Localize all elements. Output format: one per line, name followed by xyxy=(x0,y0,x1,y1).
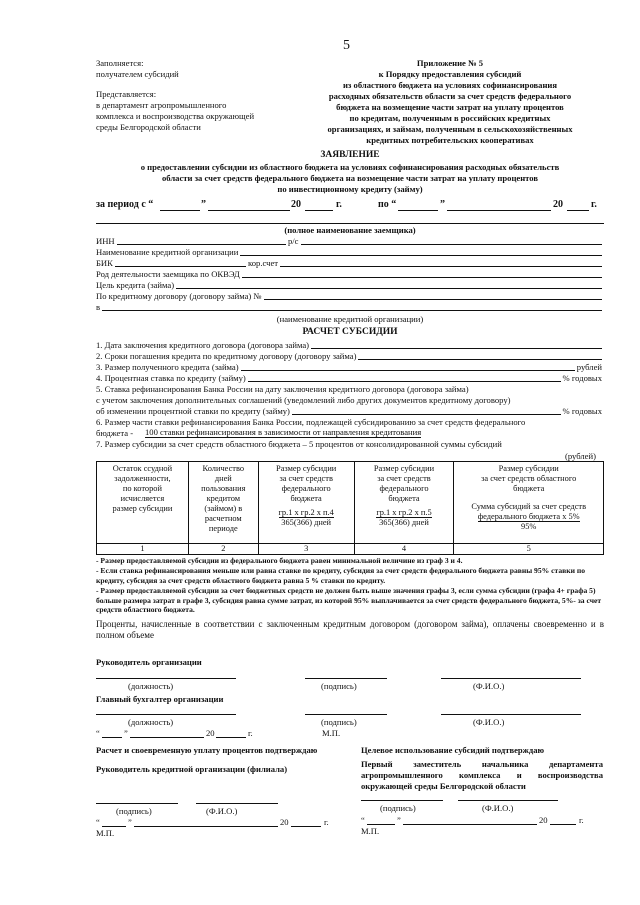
period-from-month-blank[interactable] xyxy=(208,210,290,211)
date-month-blank[interactable] xyxy=(130,737,204,738)
bik-row xyxy=(96,258,602,268)
calc-item-1[interactable] xyxy=(96,340,602,350)
table-unit: (рублей) xyxy=(565,451,596,461)
document-title: ЗАЯВЛЕНИЕ xyxy=(320,150,380,160)
fio-blank[interactable] xyxy=(441,714,581,715)
deputy-label: Первый заместитель начальника департамента агропромышленного комплекса и воспроизводства окружающей среды Белгородской области xyxy=(361,759,603,791)
bank-name-row[interactable] xyxy=(96,247,602,257)
date-open-quote: “ xyxy=(96,817,100,827)
period-to-label: по “ xyxy=(378,199,397,210)
col-number: 4 xyxy=(354,544,454,555)
appendix-line: бюджета на возмещение части затрат на уплату процентов xyxy=(336,102,564,112)
subtitle-line: о предоставлении субсидии из областного бюджета на условиях софинансирования расходных обязательств xyxy=(140,162,560,172)
purpose-row[interactable] xyxy=(96,280,602,290)
header-col-4: Размер субсидии за счет средств федерального бюджета гр.1 х гр.2 х п.5 365(366) дней xyxy=(354,462,454,544)
signature-caption: (подпись) xyxy=(380,803,416,813)
ks-label: кор.счет xyxy=(248,258,279,268)
period-from-year-blank[interactable] xyxy=(305,210,333,211)
appendix-line: из областного бюджета на условиях софинансирования xyxy=(342,80,558,90)
calc-item-label: об изменении процентной ставки по кредиту (займу) xyxy=(96,406,290,416)
inn-rs-row xyxy=(96,236,602,246)
fio-blank[interactable] xyxy=(441,678,581,679)
in-label: в xyxy=(96,302,101,312)
submitted-to-line: комплекса и воспроизводства окружающей xyxy=(96,111,255,121)
position-caption: (должность) xyxy=(128,681,174,691)
date-month-blank[interactable] xyxy=(134,826,278,827)
position-blank[interactable] xyxy=(96,678,236,679)
col-number: 5 xyxy=(454,544,604,555)
appendix-line: кредитных потребительских кооперативах xyxy=(366,135,534,145)
calc-item-label: 4. Процентная ставка по кредиту (займу) xyxy=(96,373,246,383)
year-suffix: г. xyxy=(324,817,329,827)
appendix-line: по кредитам, полученным в российских кредитных xyxy=(349,113,551,123)
calc-item-label: 3. Размер полученного кредита (займа) xyxy=(96,362,239,372)
subtitle-line: по инвестиционному кредиту (займу) xyxy=(277,184,423,194)
period-to-year-blank[interactable] xyxy=(567,210,589,211)
submitted-to-line: в департамент агропромышленного xyxy=(96,100,227,110)
period-from-day-blank[interactable] xyxy=(160,210,200,211)
contract-label: По кредитному договору (договору займа) № xyxy=(96,291,262,301)
note-3: - Размер предоставляемой субсидии за счет бюджетных средств не должен быть выше значения графы 3, если сумма субсидии (графа 4+ графа 5) больше размера затрат в графе 3, субсидия равна сумме затрат, из которой 95% выплачивается за счет средств федерального бюджета, 5%- за счет средств областного бюджета. xyxy=(96,586,602,614)
submitted-to-line: среды Белгородской области xyxy=(96,122,201,132)
calc-item-3[interactable] xyxy=(96,362,602,372)
head-org-label: Руководитель организации xyxy=(96,657,202,667)
calc-item-2[interactable] xyxy=(96,351,602,361)
credit-org-caption: (наименование кредитной организации) xyxy=(276,314,424,324)
confirm-purpose-label: Целевое использование субсидий подтверждаю xyxy=(361,745,545,755)
unit-pct-year: % годовых xyxy=(562,373,602,383)
date-day-blank[interactable] xyxy=(102,737,122,738)
calc-item-label: 1. Дата заключения кредитного договора (договора займа) xyxy=(96,340,310,350)
col-number: 1 xyxy=(97,544,189,555)
signature-caption: (подпись) xyxy=(321,717,357,727)
calc-item-label: 2. Сроки погашения кредита по кредитному договору (договору займа) xyxy=(96,351,357,361)
calc-title: РАСЧЕТ СУБСИДИИ xyxy=(302,327,398,337)
calc-item-6-budget: бюджета - xyxy=(96,428,134,438)
activity-label: Род деятельности заемщика по ОКВЭД xyxy=(96,269,240,279)
year-suffix: г. xyxy=(579,815,584,825)
period-to-day-blank[interactable] xyxy=(398,210,438,211)
stamp-place: М.П. xyxy=(322,728,341,738)
header-col-1: Остаток ссудной задолженности, по которой исчисляется размер субсидии xyxy=(97,462,189,544)
unit-pct-year: % годовых xyxy=(562,406,602,416)
credit-org-row[interactable] xyxy=(96,302,602,312)
stamp-place: М.П. xyxy=(96,828,115,838)
credit-org-head-label: Руководитель кредитной организации (филиала) xyxy=(96,764,288,774)
calc-item-6-rate: 100 ставки рефинансирования в зависимости от направления кредитования xyxy=(145,427,422,437)
activity-row[interactable] xyxy=(96,269,602,279)
year-suffix: г. xyxy=(591,199,597,210)
subsidy-table xyxy=(96,461,604,555)
date-month-blank[interactable] xyxy=(403,824,537,825)
calc-item-6: 6. Размер части ставки рефинансирования Банка России, подлежащей субсидированию за счет средств федерального xyxy=(96,417,526,427)
date-close-quote: ” xyxy=(397,815,401,825)
submitted-label: Представляется: xyxy=(96,89,157,99)
col-number: 3 xyxy=(258,544,354,555)
header-col-2: Количество дней пользования кредитом (займом) в расчетном периоде xyxy=(188,462,258,544)
year-prefix: 20 xyxy=(291,199,301,210)
contract-row[interactable] xyxy=(96,291,602,301)
confirm-payment-label: Расчет и своевременную уплату процентов подтверждаю xyxy=(96,745,318,755)
signature-blank[interactable] xyxy=(305,678,387,679)
signature-blank[interactable] xyxy=(305,714,387,715)
page-number: 5 xyxy=(343,38,350,53)
fio-caption: (Ф.И.О.) xyxy=(482,803,514,813)
filled-by: получателем субсидий xyxy=(96,69,179,79)
col-number: 2 xyxy=(188,544,258,555)
purpose-label: Цель кредита (займа) xyxy=(96,280,175,290)
appendix-line: к Порядку предоставления субсидий xyxy=(378,69,522,79)
appendix-line: расходных обязательств области за счет средств федерального xyxy=(328,91,572,101)
date-day-blank[interactable] xyxy=(367,824,395,825)
position-caption: (должность) xyxy=(128,717,174,727)
subtitle-line: области за счет средств федерального бюджета на возмещение части затрат на уплату процентов xyxy=(161,173,539,183)
calc-item-7: 7. Размер субсидии за счет средств областного бюджета – 5 процентов от консолидированной суммы субсидий xyxy=(96,439,502,449)
right-signature-blank[interactable] xyxy=(361,800,443,801)
date-close-quote: ” xyxy=(124,728,128,738)
date-open-quote: “ xyxy=(361,815,365,825)
left-fio-blank[interactable] xyxy=(196,803,278,804)
borrower-caption: (полное наименование заемщика) xyxy=(284,225,416,235)
rs-label: р/с xyxy=(288,236,299,246)
year-suffix: г. xyxy=(336,199,342,210)
appendix-title: Приложение № 5 xyxy=(416,58,484,68)
interest-paid-statement: Проценты, начисленные в соответствии с заключенным кредитным договором (договором займа), оплачены своевременно и в полном объеме xyxy=(96,619,604,640)
inn-label: ИНН xyxy=(96,236,115,246)
header-col-3: Размер субсидии за счет средств федерального бюджета гр.1 х гр.2 х п.4 365(366) дней xyxy=(258,462,354,544)
fio-caption: (Ф.И.О.) xyxy=(206,806,238,816)
bank-name-label: Наименование кредитной организации xyxy=(96,247,239,257)
date-open-quote: “ xyxy=(96,728,100,738)
calc-item-4[interactable] xyxy=(96,373,602,383)
bik-label: БИК xyxy=(96,258,113,268)
signature-caption: (подпись) xyxy=(321,681,357,691)
chief-accountant-label: Главный бухгалтер организации xyxy=(96,694,224,704)
appendix-line: организациях, и займам, полученным в сельскохозяйственных xyxy=(327,124,573,134)
date-day-blank[interactable] xyxy=(102,826,126,827)
year-suffix: г. xyxy=(248,728,253,738)
calc-item-5-rate[interactable] xyxy=(96,406,602,416)
note-1: - Размер предоставляемой субсидии из федерального бюджета равен минимальной величине из граф 3 и 4. xyxy=(96,556,463,565)
left-signature-blank[interactable] xyxy=(96,803,178,804)
position-blank[interactable] xyxy=(96,714,236,715)
filled-by-label: Заполняется: xyxy=(96,58,144,68)
fio-caption: (Ф.И.О.) xyxy=(473,717,505,727)
quote: ” xyxy=(201,199,206,210)
borrower-name-blank[interactable] xyxy=(96,223,604,224)
date-close-quote: ” xyxy=(128,817,132,827)
date-year-blank[interactable] xyxy=(216,737,246,738)
fio-caption: (Ф.И.О.) xyxy=(473,681,505,691)
quote: ” xyxy=(440,199,445,210)
date-year-blank[interactable] xyxy=(550,824,576,825)
year-prefix: 20 xyxy=(539,815,548,825)
date-year-blank[interactable] xyxy=(291,826,321,827)
stamp-place: М.П. xyxy=(361,826,380,836)
year-prefix: 20 xyxy=(280,817,289,827)
unit-rub: рублей xyxy=(576,362,602,372)
year-prefix: 20 xyxy=(206,728,215,738)
signature-caption: (подпись) xyxy=(116,806,152,816)
year-prefix: 20 xyxy=(553,199,563,210)
note-2: - Если ставка рефинансирования меньше или равна ставке по кредиту, субсидия за счет средств федерального бюджета равны 95% ставки по кредиту, субсидия за счет средств областного бюджета равна 5 % ставки по кредиту. xyxy=(96,566,586,585)
right-fio-blank[interactable] xyxy=(458,800,558,801)
period-to-month-blank[interactable] xyxy=(447,210,551,211)
period-from-label: за период с “ xyxy=(96,199,154,210)
calc-item-5-cont: с учетом заключения дополнительных соглашений (уведомлений либо других документов кредитному договору) xyxy=(96,395,511,405)
calc-item-5: 5. Ставка рефинансирования Банка России на дату заключения кредитного договора (договора займа) xyxy=(96,384,469,394)
header-col-5: Размер субсидии за счет средств областного бюджета Сумма субсидий за счет средств федерального бюджета х 5% 95% xyxy=(454,462,604,544)
